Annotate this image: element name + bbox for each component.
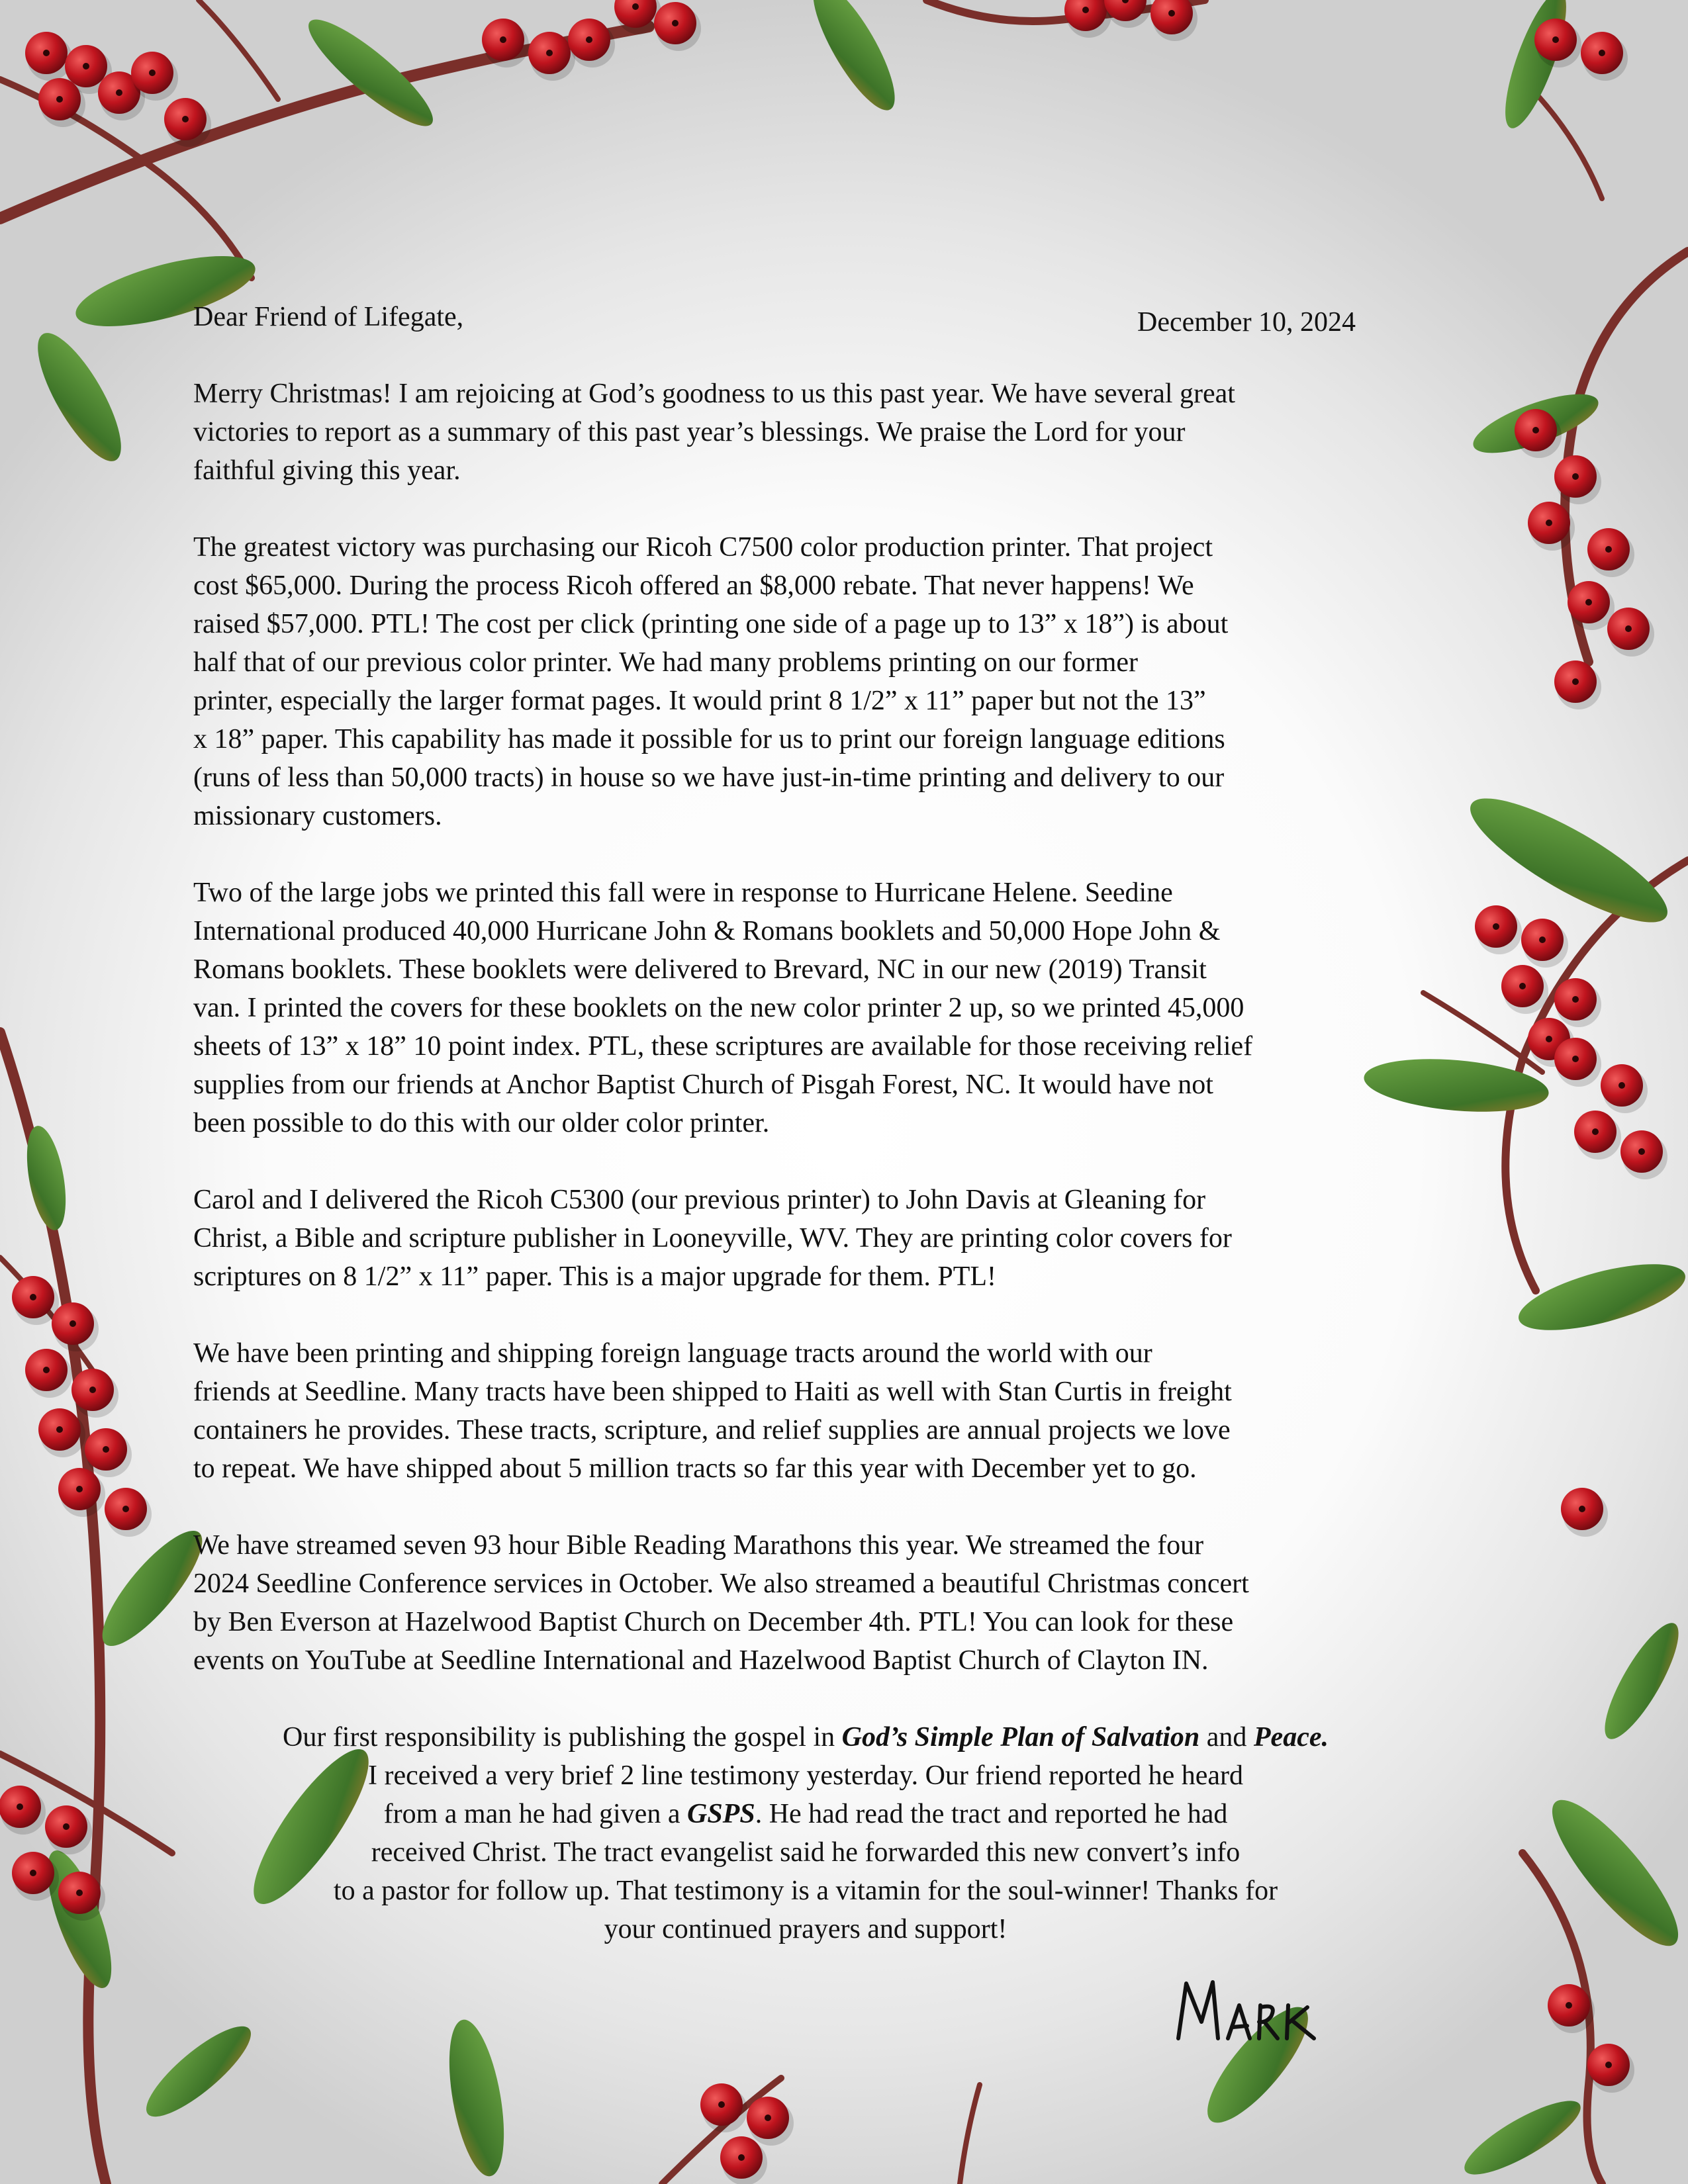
tract-abbr: GSPS: [686, 1799, 755, 1829]
letter-body: [193, 298, 1418, 1948]
closing-intro: Our first responsibility is publishing the gospel in: [283, 1722, 842, 1752]
paragraph-4: Carol and I delivered the Ricoh C5300 (our previous printer) to John Davis at Gleaning for Christ, a Bible and scripture publisher in Looneyville, WV. They are printing color covers for scriptures on 8 1/2” x 11” paper. This is a major upgrade for them. PTL!: [193, 1185, 1232, 1292]
leaf-14: [440, 2016, 514, 2181]
leaf-18: [1593, 1614, 1688, 1747]
paragraph-3: Two of the large jobs we printed this fall were in response to Hurricane Helene. Seedine International produced 40,000 Hurricane John & Romans booklets and 50,000 Hope John & Romans booklets. These booklets were delivered to Brevard, NC in our new (2019) Transit van. I printed the covers for these booklets on the new color printer 2 up, so we printed 45,000 sheets of 13” x 18” 10 point index. PTL, these scriptures are available for those receiving relief supplies from our friends at Anchor Baptist Church of Pisgah Forest, NC. It would have not been possible to do this with our older color printer.: [193, 878, 1253, 1138]
berry-12: [1064, 0, 1111, 38]
paragraph-2: The greatest victory was purchasing our Ricoh C7500 color production printer. That project cost $65,000. During the process Ricoh offered an $8,000 rebate. That never happens! We raised $57,000. PTL! The cost per click (printing one side of a page up to 13” x 18”) is about half that of our previous color printer. We had many problems printing on our former printer, especially the larger format pages. It would print 8 1/2” x 11” paper but not the 13” x 18” paper. This capability has made it possible for us to print our foreign language editions (runs of less than 50,000 tracts) in house so we have just-in-time printing and delivery to our missionary customers.: [193, 532, 1229, 831]
berry-34: [12, 1276, 59, 1325]
berry-46: [700, 2083, 747, 2132]
berry-32: [1620, 1130, 1667, 1179]
leaf-4: [799, 0, 908, 120]
paragraph-1: Merry Christmas! I am rejoicing at God’s goodness to us this past year. We have several great victories to report as a summary of this past year’s blessings. We praise the Lord for your faithful giving this year.: [193, 379, 1235, 486]
branch-3: [199, 0, 278, 99]
berry-40: [58, 1468, 105, 1517]
berry-35: [52, 1302, 99, 1351]
closing-paragraph: [193, 1718, 1418, 1948]
berry-43: [45, 1805, 92, 1854]
paragraph-5: We have been printing and shipping foreign language tracts around the world with our friends at Seedline. Many tracts have been shipped to Haiti as well with Stan Curtis in freight containers he provides. These tracts, scripture, and relief supplies are annual projects we love to repeat. We have shipped about 5 million tracts so far this year with December yet to go.: [193, 1338, 1232, 1484]
closing-rest: . He had read the tract and reported he had received Christ. The tract evangelist said he forwarded this new convert’s info to a pastor for follow up. That testimony is a vitamin for the soul-winner! Thanks for your continued prayers and support!: [333, 1799, 1278, 1944]
berry-29: [1554, 1038, 1601, 1087]
leaf-5: [1493, 0, 1578, 134]
berry-20: [1587, 528, 1634, 577]
berry-11: [654, 2, 701, 51]
berry-48: [720, 2136, 767, 2184]
salutation: Dear Friend of Lifegate,: [193, 302, 464, 332]
berry-47: [747, 2097, 794, 2146]
berry-1: [25, 32, 72, 81]
berry-22: [1607, 608, 1654, 657]
berry-13: [1104, 0, 1151, 28]
leaf-16: [1535, 1785, 1688, 1961]
closing-and: and: [1199, 1722, 1254, 1752]
paragraph-6: We have streamed seven 93 hour Bible Reading Marathons this year. We streamed the four 2024 Seedline Conference services in October. We also streamed a beautiful Christmas concert by Ben Everson at Hazelwood Baptist Church on December 4th. PTL! You can look for these events on YouTube at Seedline International and Hazelwood Baptist Church of Clayton IN.: [193, 1530, 1249, 1676]
leaf-17: [1456, 2089, 1589, 2184]
berry-25: [1521, 919, 1568, 968]
berry-41: [105, 1488, 152, 1537]
berry-36: [25, 1349, 72, 1398]
berry-31: [1574, 1111, 1621, 1160]
tract-title-gsps: God’s Simple Plan of Salvation: [841, 1722, 1200, 1752]
berry-50: [1587, 2044, 1634, 2093]
berry-30: [1601, 1064, 1648, 1113]
branch-13: [960, 2085, 980, 2184]
leaf-9: [1513, 1251, 1688, 1344]
berry-24: [1475, 905, 1522, 954]
leaf-2: [23, 322, 136, 472]
berry-26: [1501, 965, 1548, 1014]
berry-42: [0, 1786, 46, 1835]
berry-27: [1554, 978, 1601, 1027]
signature-mark: [1172, 1976, 1324, 2048]
tract-title-peace: Peace.: [1253, 1722, 1329, 1752]
berry-33: [1561, 1488, 1608, 1537]
berry-6: [164, 98, 211, 147]
berry-23: [1554, 660, 1601, 709]
berry-16: [1581, 32, 1628, 81]
berry-14: [1150, 0, 1197, 41]
closing-line2: I received a very brief 2 line testimony yesterday. Our friend reported he heard from a man he had given a: [367, 1760, 1244, 1829]
leaf-13: [135, 2014, 262, 2130]
letter-date: December 10, 2024: [1137, 307, 1356, 338]
